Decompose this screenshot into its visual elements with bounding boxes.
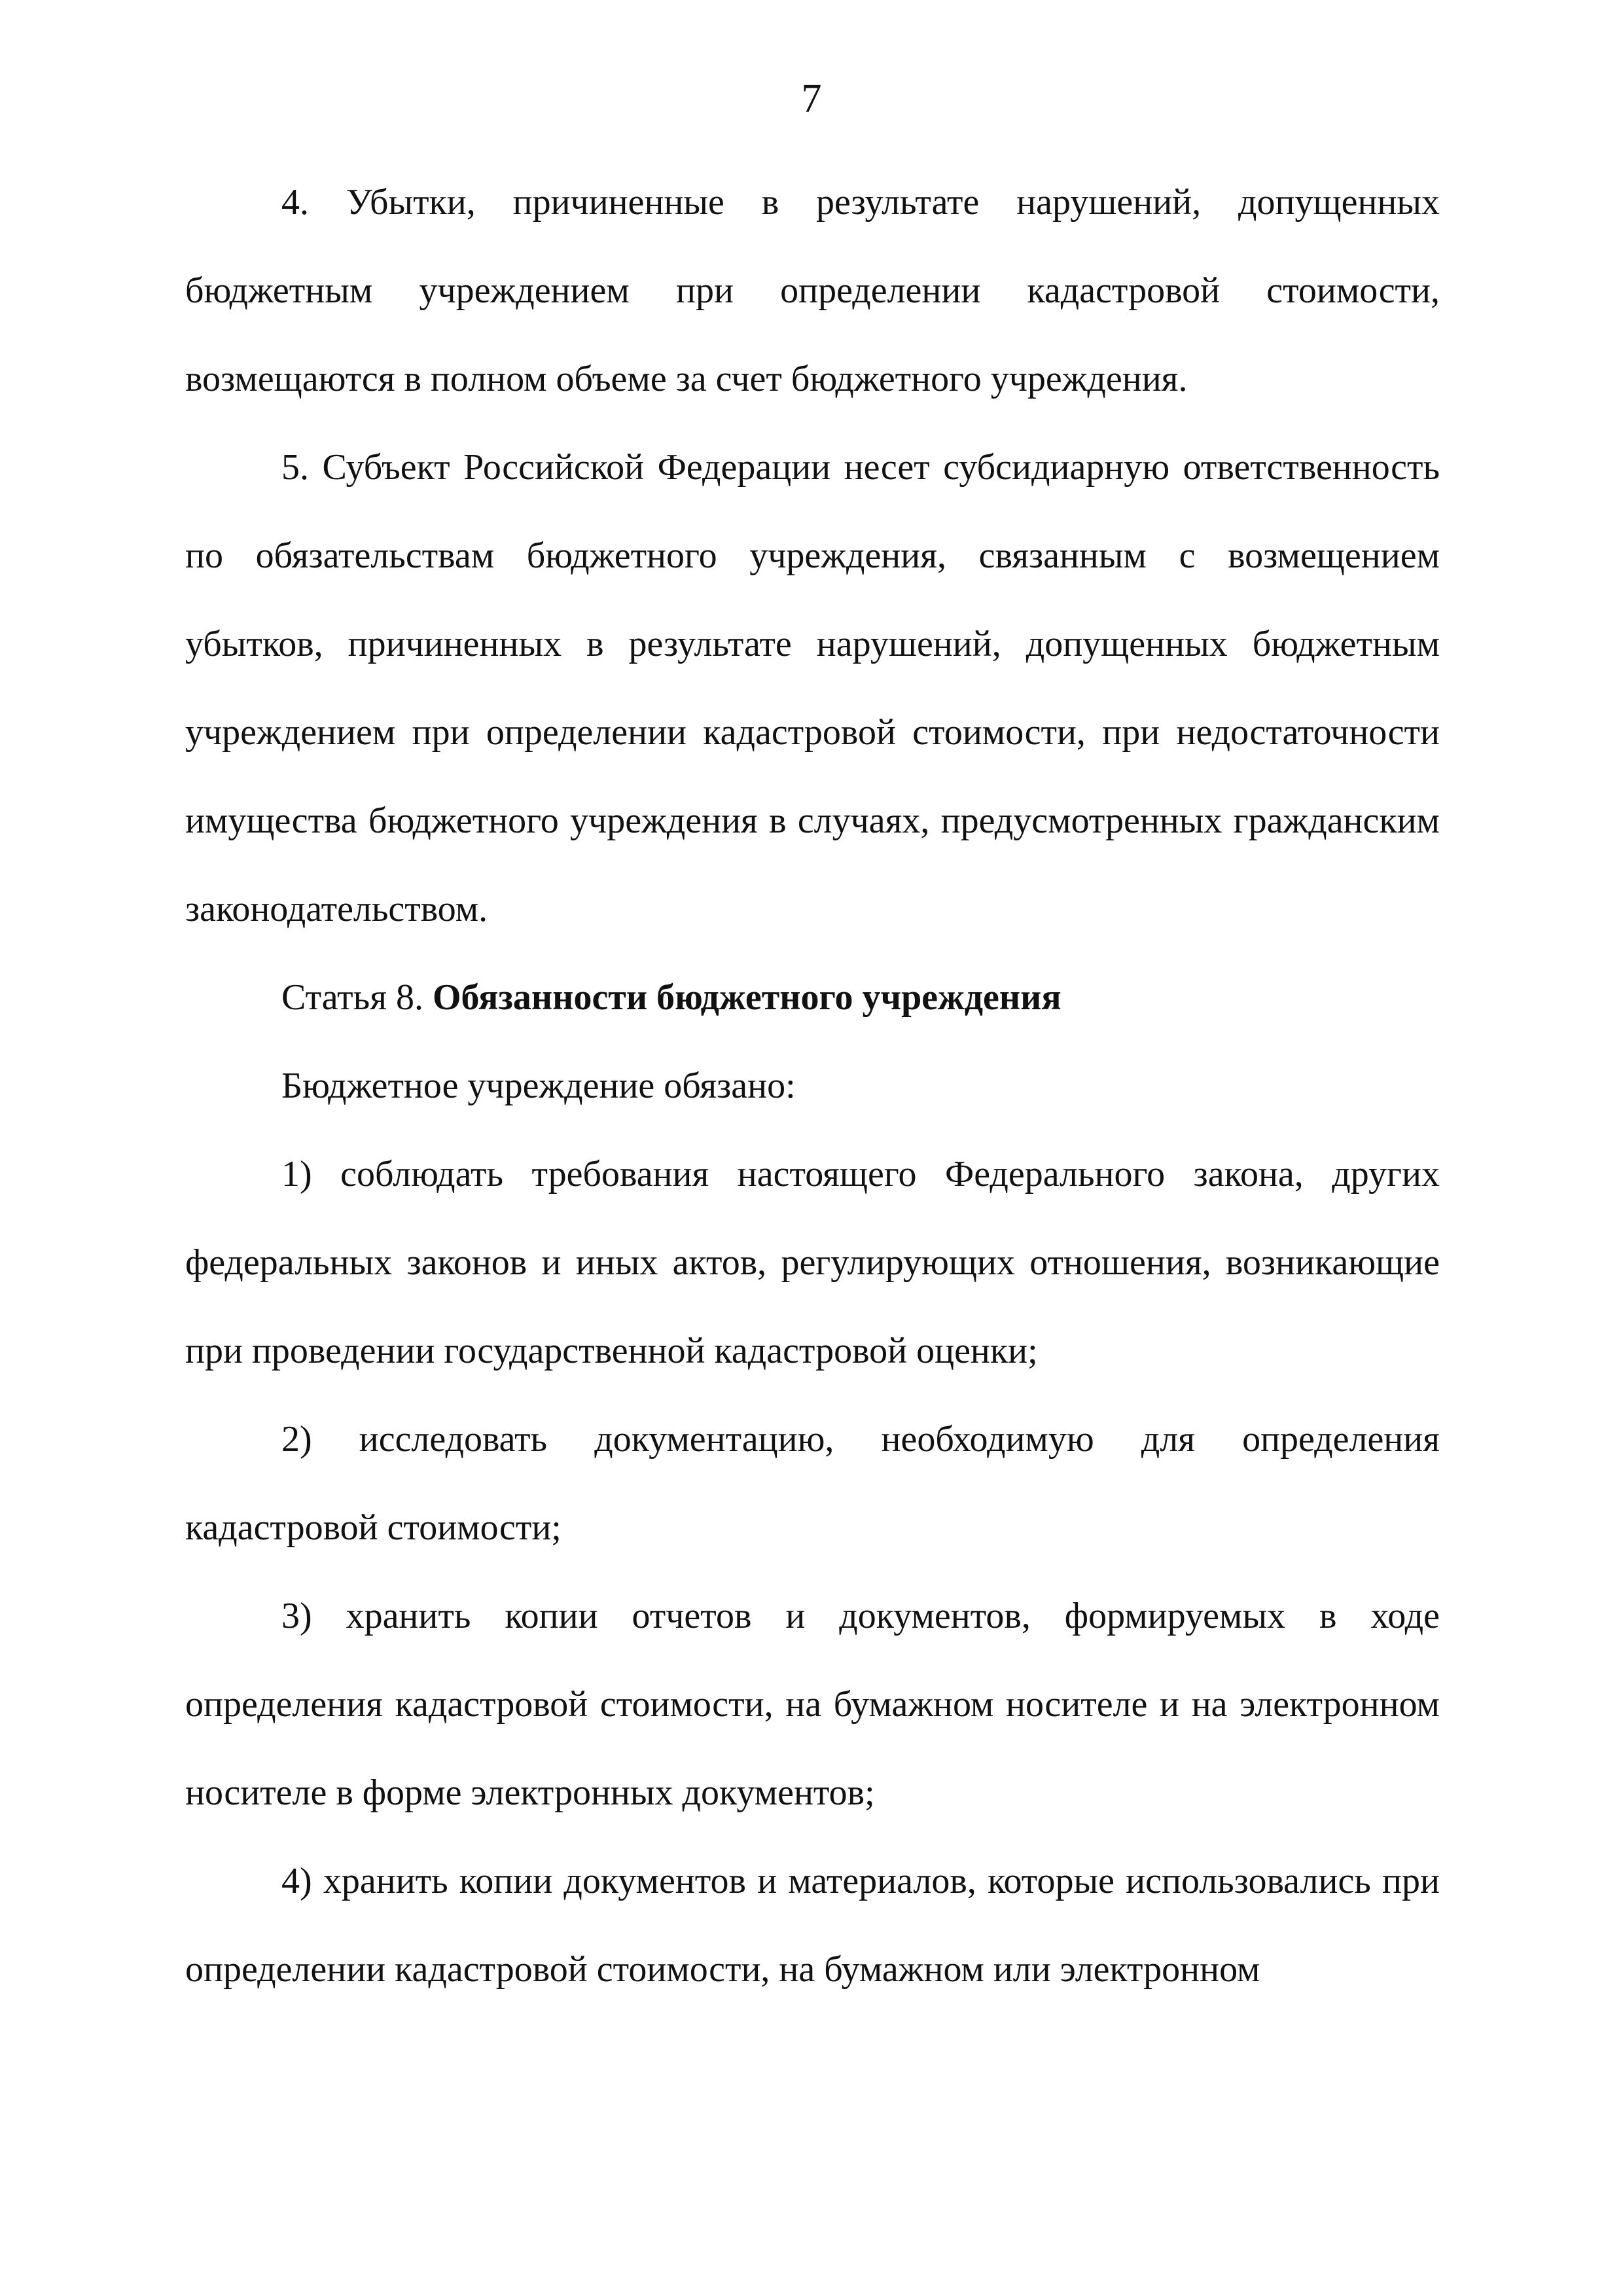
list-item: 3) хранить копии отчетов и документов, формируемых в ходе определения кадастровой стоимости, на бумажном носителе и на электронном носителе в форме электронных документов; [185,1596,1440,1813]
list-item: 2) исследовать документацию, необходимую для определения кадастровой стоимости; [185,1419,1440,1548]
article-title: Обязанности бюджетного учреждения [432,977,1061,1018]
paragraph-5: 5. Субъект Российской Федерации несет субсидиарную ответственность по обязательствам бюджетного учреждения, связанным с возмещением убытков, причиненных в результате нарушений, допущенных бюджетным учреждением при определении кадастровой стоимости, при недостаточности имущества бюджетного учреждения в случаях, предусмотренных гражданским законодательством. [185,447,1440,929]
page-number: 7 [801,77,822,121]
document-body [185,158,1440,2014]
paragraph-4: 4. Убытки, причиненные в результате нарушений, допущенных бюджетным учреждением при определении кадастровой стоимости, возмещаются в полном объеме за счет бюджетного учреждения. [185,182,1440,399]
article-heading [185,954,1440,1042]
list-item: 4) хранить копии документов и материалов, которые использовались при определении кадастровой стоимости, на бумажном или электронном [185,1861,1440,1990]
list-item: 1) соблюдать требования настоящего Федерального закона, других федеральных законов и иных актов, регулирующих отношения, возникающие при проведении государственной кадастровой оценки; [185,1154,1440,1371]
obligations-intro: Бюджетное учреждение обязано: [281,1066,796,1106]
article-prefix: Статья 8. [281,977,423,1018]
